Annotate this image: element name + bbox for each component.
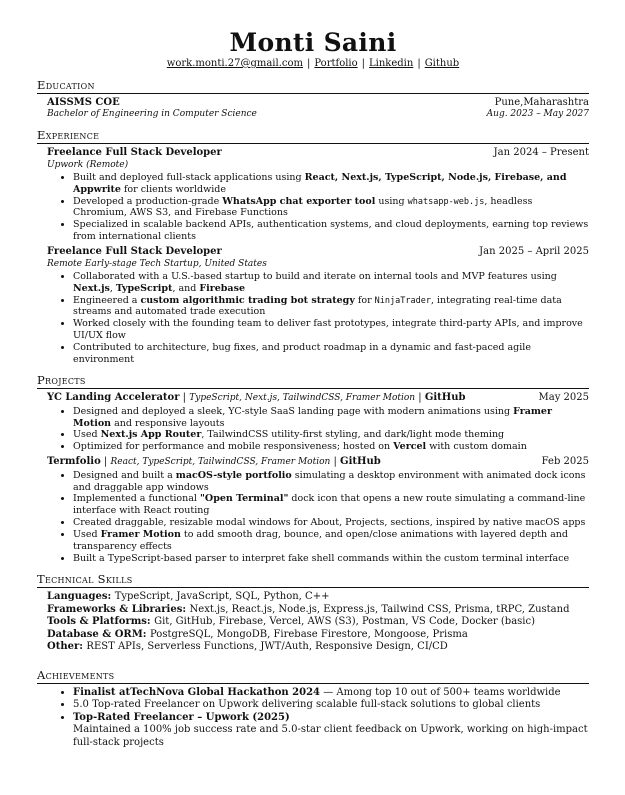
project-tech: React, TypeScript, TailwindCSS, Framer Motion — [110, 457, 331, 468]
email-link[interactable]: work.monti.27@gmail.com — [166, 58, 303, 69]
bullet-highlight: "Open Terminal" — [199, 493, 289, 505]
achievement-title: Top-Rated Freelancer – Upwork (2025) — [73, 711, 290, 723]
skill-label: Frameworks & Libraries — [47, 603, 183, 615]
job-org: Remote Early-stage Tech Startup, United States — [47, 258, 267, 269]
bullet-list — [47, 406, 589, 454]
achievement-item — [73, 712, 589, 750]
project-tech: TypeScript, Next.js, TailwindCSS, Framer Motion — [189, 393, 416, 404]
school-location: Pune,Maharashtra — [494, 96, 589, 108]
section-title-skills: Technical Skills — [37, 572, 589, 588]
bullet-highlight: WhatsApp chat exporter tool — [222, 195, 376, 207]
achievement-title: Finalist atTechNova Global Hackathon 2024 — [73, 686, 321, 698]
bullet-highlight: Framer Motion — [100, 529, 181, 540]
job-dates: Jan 2025 – April 2025 — [479, 246, 589, 257]
bullet-item — [73, 219, 589, 243]
separator: | — [100, 456, 111, 468]
degree: Bachelor of Engineering in Computer Science — [47, 109, 257, 120]
education-dates: Aug. 2023 – May 2027 — [486, 109, 589, 120]
bullet-highlight: Framer Motion — [73, 405, 552, 429]
bullet-text: , TailwindCSS utility-first styling, and dark/light mode theming — [201, 429, 505, 441]
project-heading — [47, 456, 381, 469]
bullet-item — [73, 295, 589, 319]
bullet-item — [73, 271, 589, 295]
section-title-experience: Experience — [37, 128, 589, 144]
contact-line — [37, 58, 589, 71]
skill-value: REST APIs, Serverless Functions, JWT/Auth, Responsive Design, CI/CD — [86, 641, 448, 652]
project-github-link[interactable]: GitHub — [424, 392, 466, 404]
separator: | — [415, 392, 425, 404]
bullet-text: , headless Chromium, AWS S3, and Firebase Functions — [73, 195, 533, 219]
bullet-text: with custom domain — [426, 441, 527, 453]
bullet-item — [73, 196, 589, 220]
bullet-text: Implemented a functional — [73, 493, 200, 505]
project-date: Feb 2025 — [541, 456, 589, 468]
skill-colon: : — [146, 616, 155, 627]
achievement-text: — Among top 10 out of 500+ teams worldwide — [320, 686, 561, 698]
bullet-text: , and — [172, 282, 200, 294]
section-title-education: Education — [37, 78, 589, 94]
project-entry — [37, 456, 589, 565]
separator: | — [361, 58, 366, 69]
project-header — [47, 392, 589, 405]
skill-label: Tools & Platforms — [47, 616, 147, 627]
skill-label: Other — [47, 641, 80, 652]
skill-value: TypeScript, JavaScript, SQL, Python, C++ — [114, 591, 330, 602]
project-github-link[interactable]: GitHub — [340, 456, 381, 468]
school-name: AISSMS COE — [47, 96, 120, 108]
linkedin-link[interactable]: Linkedin — [369, 58, 414, 69]
bullet-text: Worked closely with the founding team to deliver fast prototypes, integrate third-party APIs, and improve UI/UX flow — [73, 318, 583, 342]
bullet-text: Optimized for performance and mobile responsiveness; hosted on — [73, 441, 394, 453]
bullet-text: simulating a desktop environment with animated dock icons and draggable app windows — [73, 469, 586, 493]
skill-row — [47, 616, 589, 629]
bullet-text: Used — [73, 529, 101, 540]
project-entry — [37, 392, 589, 453]
bullet-item — [73, 406, 589, 430]
bullet-text: Specialized in scalable backend APIs, authentication systems, and cloud deployments, earning top reviews from international clients — [73, 219, 589, 243]
bullet-highlight: Firebase — [199, 282, 245, 294]
bullet-item — [73, 318, 589, 342]
candidate-name: Monti Saini — [229, 28, 397, 57]
bullet-text: Built a TypeScript-based parser to interpret fake shell commands within the custom terminal interface — [73, 552, 570, 564]
bullet-text: Built and deployed full-stack applications using — [73, 171, 305, 183]
bullet-text: and responsive layouts — [111, 417, 225, 429]
education-entry — [37, 97, 589, 121]
section-title-projects: Projects — [37, 373, 589, 389]
bullet-item — [73, 553, 589, 565]
achievements-list — [37, 687, 589, 750]
bullet-text: Designed and built a — [73, 469, 176, 481]
bullet-item — [73, 529, 589, 553]
bullet-text: dock icon that opens a new route simulating a command-line interface with React routing — [73, 493, 586, 517]
separator: | — [417, 58, 421, 69]
job-dates: Jan 2024 – Present — [493, 147, 589, 158]
portfolio-link[interactable]: Portfolio — [314, 58, 358, 69]
skill-row — [47, 604, 589, 617]
bullet-text: to add smooth drag, bounce, and open/close animations with layered depth and transparency effects — [73, 529, 568, 552]
bullet-text: using — [375, 195, 408, 207]
bullet-highlight: Next.js — [73, 282, 110, 294]
skill-row — [47, 591, 589, 604]
bullet-text: , — [109, 282, 116, 294]
experience-header — [47, 246, 589, 259]
bullet-item — [73, 429, 589, 441]
bullet-highlight: macOS-style portfolio — [175, 469, 292, 481]
project-heading — [47, 392, 466, 405]
bullet-item — [73, 342, 589, 366]
job-title: Freelance Full Stack Developer — [47, 246, 222, 257]
experience-header — [47, 147, 589, 160]
bullet-highlight: TypeScript — [115, 282, 173, 294]
job-org: Upwork (Remote) — [47, 159, 129, 170]
project-name: Termfolio — [47, 456, 101, 468]
resume-page — [37, 30, 589, 752]
separator: | — [179, 392, 190, 404]
skill-value: Next.js, React.js, Node.js, Express.js, Tailwind CSS, Prisma, tRPC, Zustand — [189, 603, 570, 615]
bullet-item — [73, 493, 589, 517]
skill-value: PostgreSQL, MongoDB, Firebase Firestore, Mongoose, Prisma — [149, 628, 468, 640]
experience-entry — [37, 246, 589, 366]
bullet-highlight: Next.js App Router — [100, 429, 202, 441]
bullet-list — [47, 271, 589, 366]
project-date: May 2025 — [538, 392, 589, 404]
separator: | — [330, 456, 341, 468]
skill-colon: : — [79, 641, 87, 652]
skill-label: Database & ORM — [47, 628, 143, 640]
job-title: Freelance Full Stack Developer — [47, 147, 222, 158]
bullet-item — [73, 172, 589, 196]
achievement-item — [73, 687, 589, 700]
skill-label: Languages — [47, 591, 108, 602]
bullet-text: Engineered a — [73, 294, 141, 306]
bullet-list — [47, 470, 589, 565]
bullet-text: Collaborated with a U.S.-based startup to build and iterate on internal tools and MVP features using — [73, 270, 557, 282]
bullet-text: Used — [73, 429, 101, 441]
bullet-text: for clients worldwide — [120, 183, 226, 195]
bullet-text: Contributed to architecture, bug fixes, and product roadmap in a dynamic and fast-paced agile environment — [73, 342, 531, 365]
bullet-text: Developed a production-grade — [73, 195, 223, 207]
skill-colon: : — [182, 603, 190, 615]
bullet-item — [73, 470, 589, 494]
bullet-highlight: Vercel — [393, 441, 427, 453]
bullet-highlight: whatsapp-web.js — [407, 196, 485, 207]
skill-colon: : — [107, 591, 115, 602]
bullet-highlight: NinjaTrader — [374, 295, 431, 306]
section-title-achievements: Achievements — [37, 668, 589, 684]
bullet-highlight: custom algorithmic trading bot strategy — [140, 294, 355, 306]
skill-value: Git, GitHub, Firebase, Vercel, AWS (S3), Postman, VS Code, Docker (basic) — [154, 616, 535, 627]
skill-row — [47, 641, 589, 654]
bullet-highlight: React, Next.js, TypeScript, Node.js, Firebase, and Appwrite — [73, 171, 567, 195]
bullet-text: , integrating real-time data streams and automated trade execution — [73, 294, 562, 318]
skill-row — [47, 629, 589, 642]
skills-list — [37, 591, 589, 654]
project-name: YC Landing Accelerator — [47, 392, 180, 404]
skill-colon: : — [142, 628, 150, 640]
separator: | — [306, 58, 311, 69]
bullet-item — [73, 441, 589, 453]
bullet-item — [73, 517, 589, 529]
achievement-detail: Maintained a 100% job success rate and 5.0-star client feedback on Upwork, working on high-impact full-stack projects — [73, 724, 588, 748]
project-list — [37, 392, 589, 565]
bullet-text: Designed and deployed a sleek, YC-style SaaS landing page with modern animations using — [73, 405, 514, 417]
bullet-text: for — [354, 294, 375, 306]
experience-list — [37, 147, 589, 366]
bullet-list — [47, 172, 589, 243]
achievement-text: 5.0 Top-rated Freelancer on Upwork delivering scalable full-stack solutions to global clients — [73, 699, 541, 711]
achievement-item — [73, 699, 589, 712]
experience-entry — [37, 147, 589, 243]
bullet-text: Created draggable, resizable modal windows for About, Projects, sections, inspired by native macOS apps — [73, 517, 586, 529]
github-link[interactable]: Github — [424, 58, 460, 69]
project-header — [47, 456, 589, 469]
